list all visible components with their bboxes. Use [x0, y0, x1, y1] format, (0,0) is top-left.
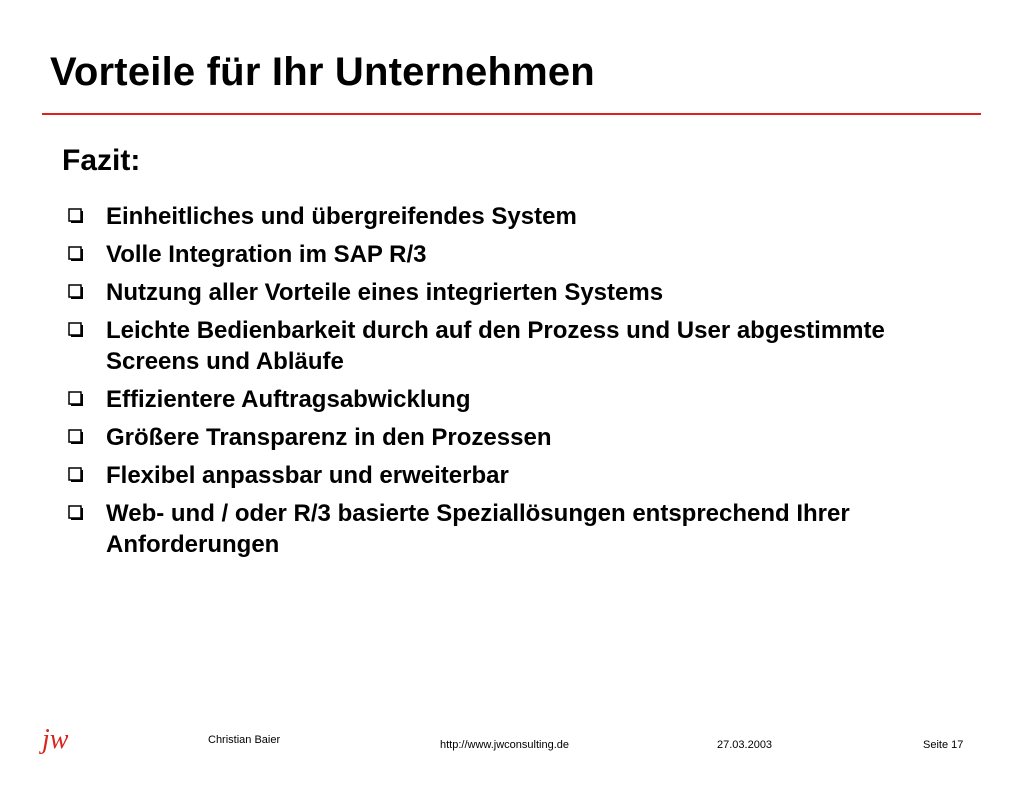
bullet-item — [66, 384, 966, 415]
bullet-item — [66, 498, 966, 560]
bullet-text: Einheitliches und übergreifendes System — [106, 203, 577, 230]
checkbox-icon — [68, 322, 84, 338]
bullet-text: Flexibel anpassbar und erweiterbar — [106, 462, 509, 489]
bullet-text: Nutzung aller Vorteile eines integrierten Systems — [106, 279, 664, 306]
bullet-list — [66, 201, 966, 567]
checkbox-icon — [68, 505, 84, 521]
bullet-item — [66, 201, 966, 232]
bullet-item — [66, 315, 966, 377]
bullet-text: Volle Integration im SAP R/3 — [106, 241, 427, 268]
bullet-text: Effizientere Auftragsabwicklung — [106, 386, 471, 413]
bullet-text: Leichte Bedienbarkeit durch auf den Prozess und User abgestimmte Screens und Abläufe — [106, 317, 885, 375]
checkbox-icon — [68, 429, 84, 445]
bullet-item — [66, 277, 966, 308]
bullet-item — [66, 460, 966, 491]
bullet-text: Web- und / oder R/3 basierte Speziallösungen entsprechend Ihrer Anforderungen — [106, 500, 850, 558]
bullet-item — [66, 239, 966, 270]
slide-title: Vorteile für Ihr Unternehmen — [50, 50, 595, 94]
checkbox-icon — [68, 208, 84, 224]
footer-date: 27.03.2003 — [717, 739, 773, 751]
jw-logo: jw — [42, 724, 69, 755]
checkbox-icon — [68, 391, 84, 407]
footer-author: Christian Baier — [208, 734, 281, 746]
bullet-item — [66, 422, 966, 453]
footer-page-number: Seite 17 — [923, 739, 964, 751]
checkbox-icon — [68, 284, 84, 300]
footer-url[interactable]: http://www.jwconsulting.de — [440, 739, 570, 751]
checkbox-icon — [68, 246, 84, 262]
bullet-text: Größere Transparenz in den Prozessen — [106, 424, 552, 451]
title-divider — [42, 113, 981, 115]
section-heading: Fazit: — [62, 144, 141, 177]
checkbox-icon — [68, 467, 84, 483]
